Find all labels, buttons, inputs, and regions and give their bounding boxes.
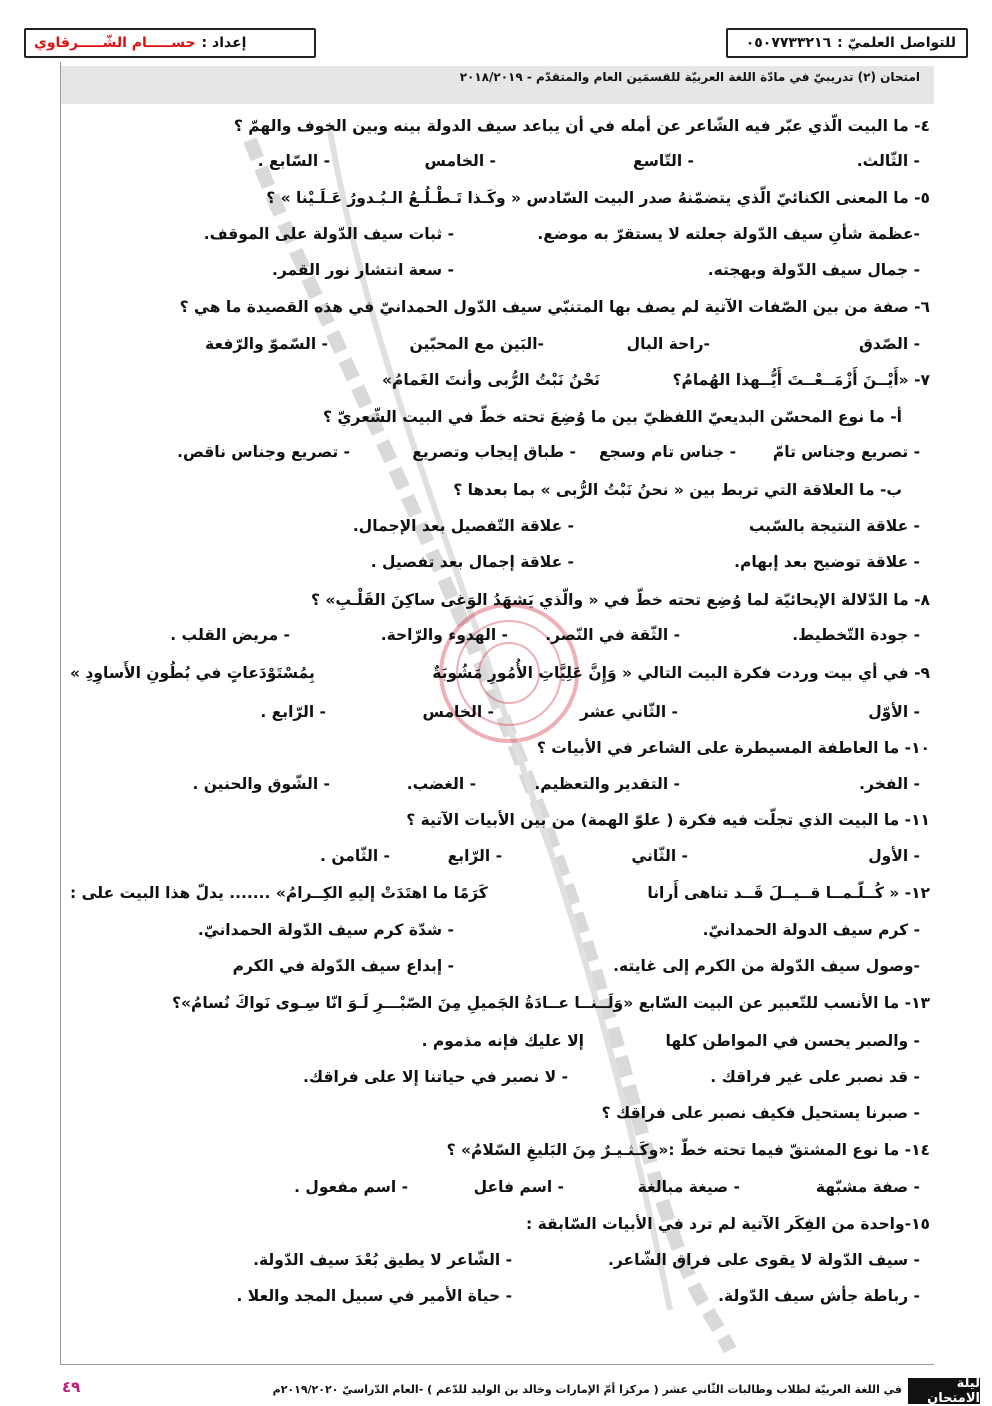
question-13-options-row3	[62, 1104, 930, 1124]
question-4-options	[62, 152, 930, 172]
q4-option-3[interactable]: - الخامس	[424, 152, 496, 170]
q4-option-2[interactable]: - التّاسع	[633, 152, 694, 170]
q15-option-2[interactable]: - الشّاعر لا يطيق بُعْدَ سيف الدّولة.	[253, 1251, 512, 1269]
q7-number: ٧-	[914, 371, 930, 389]
q13-option-2[interactable]: - قد نصبر على غير فراقك .	[710, 1068, 920, 1086]
question-14-options	[62, 1178, 930, 1198]
question-11-options	[62, 847, 930, 867]
q7b-option-2[interactable]: - علاقة التّفصيل بعد الإجمال.	[352, 517, 574, 535]
q5-option-1[interactable]: -عظمة شأنِ سيف الدّولة جعلته لا يستقرّ به موضع.	[537, 225, 920, 243]
author-name: حســـــام الشّـــــرقاوي	[34, 35, 196, 51]
question-12-options-row1	[62, 921, 930, 941]
q5-option-3[interactable]: - جمال سيف الدّولة وبهجته.	[707, 261, 920, 279]
q6-option-4[interactable]: - السّموّ والرّفعة	[205, 335, 328, 353]
q7b-option-3[interactable]: - علاقة توضيح بعد إبهام.	[734, 553, 920, 571]
question-8: ٨- ما الدّلالة الإيحائيّة لما وُضِع تحته خطّ في « والّذي يَشهَدُ الوَغى ساكِنَ القَلْـبِ» ؟	[310, 591, 930, 609]
question-11: ١١- ما البيت الذي تجلّت فيه فكرة ( علوّ الهمة) من بين الأبيات الآتية ؟	[406, 811, 930, 829]
q12-option-2[interactable]: - شدّة كرم سيف الدّولة الحمدانيّ.	[197, 921, 454, 939]
q15-option-1[interactable]: - سيف الدّولة لا يقوى على فراق الشّاعر.	[607, 1251, 920, 1269]
question-9	[62, 663, 930, 683]
footer-text: في اللغة العربيّة لطلاب وطالبات الثّاني عشر ( مركزا أمّ الإمارات وخالد بن الوليد للدّعم ) -العام الدّراسيّ ٢٠١٩/٢٠٢٠م	[272, 1383, 902, 1396]
question-15-options-row1	[62, 1251, 930, 1271]
q9-option-3[interactable]: - الخامس	[422, 703, 494, 721]
question-7-verse	[62, 370, 930, 390]
question-7b-options-row1	[62, 517, 930, 537]
q11-option-4[interactable]: - الثّامن .	[320, 847, 390, 865]
q5-option-2[interactable]: - ثبات سيف الدّولة على الموقف.	[203, 225, 454, 243]
q11-option-1[interactable]: - الأول	[868, 847, 920, 865]
q4-option-4[interactable]: - السّابع .	[257, 152, 330, 170]
q15-option-4[interactable]: - حياة الأمير في سبيل المجد والعلا .	[236, 1287, 512, 1305]
q13-option-1b: إلا عليك فإنه مذموم .	[421, 1032, 584, 1050]
question-13-options-row1	[62, 1032, 930, 1052]
question-6: ٦- صفة من بين الصّفات الآتية لم يصف بها المتنبّي سيف الدّول الحمدانيّ في هذه القصيدة ما هي ؟	[179, 298, 930, 316]
q7a-option-1[interactable]: - تصريع وجناس تامّ	[772, 443, 920, 461]
left-margin-rule	[60, 62, 61, 1364]
q7-verse-second: نَحْنُ نَبْتُ الرُّبى وأنتَ الغَمامُ»	[382, 371, 600, 389]
q5-option-4[interactable]: - سعة انتشار نور القمر.	[271, 261, 454, 279]
q9-option-2[interactable]: - الثّاني عشر	[579, 703, 678, 721]
q12-option-3[interactable]: -وصول سيف الدّولة من الكرم إلى غايته.	[613, 957, 920, 975]
q8-option-2[interactable]: - الثّقة في النّصر.	[545, 626, 680, 644]
q7a-option-2[interactable]: - جناس تام وسجع	[599, 443, 736, 461]
q4-option-1[interactable]: - الثّالث.	[856, 152, 920, 170]
prepared-label: إعداد :	[201, 35, 247, 51]
question-4: ٤- ما البيت الّذي عبّر فيه الشّاعر عن أمله في أن يباعد سيف الدولة بينه وبين الخوف والهمّ ؟	[233, 117, 930, 135]
question-9-options	[62, 703, 930, 723]
q11-option-2[interactable]: - الثّاني	[631, 847, 688, 865]
footer-logo: ليلة الامتحان	[908, 1378, 980, 1404]
q13-option-1[interactable]: - والصبر يحسن في المواطن كلها	[665, 1032, 920, 1050]
contact-box	[726, 28, 968, 58]
q8-option-1[interactable]: - جودة التّخطيط.	[792, 626, 920, 644]
question-6-options	[62, 335, 930, 355]
question-7a: أ- ما نوع المحسّن البديعيّ اللفظيّ بين ما وُضِعَ تحته خطّ في البيت الشّعريّ ؟	[322, 408, 902, 426]
q11-option-3[interactable]: - الرّابع	[447, 847, 502, 865]
q7a-option-3[interactable]: - طباق إيجاب وتصريع	[412, 443, 576, 461]
q12-option-4[interactable]: - إبداع سيف الدّولة في الكرم	[232, 957, 454, 975]
question-12	[62, 883, 930, 903]
question-12-options-row2	[62, 957, 930, 977]
q8-option-4[interactable]: - مريض القلب .	[170, 626, 290, 644]
question-7b-options-row2	[62, 553, 930, 573]
q7-verse-first: «أَيْــنَ أَزْمَــعْــتَ أَيُّــهذا الهُمامُ؟	[672, 371, 909, 389]
page-number: ٤٩	[62, 1378, 81, 1396]
q10-option-1[interactable]: - الفخر.	[859, 775, 920, 793]
q14-option-3[interactable]: - اسم فاعل	[473, 1178, 564, 1196]
contact-label: للتواصل العلميّ :	[837, 35, 956, 51]
question-13-options-row2	[62, 1068, 930, 1088]
question-15: ١٥-واحدة من الفِكَر الآتية لم ترد في الأبيات السّابقة :	[526, 1215, 930, 1233]
contact-number: ٠٥٠٧٧٣٣٢١٦	[745, 35, 832, 51]
author-box	[24, 28, 316, 58]
q8-option-3[interactable]: - الهدوء والرّاحة.	[380, 626, 508, 644]
q14-option-2[interactable]: - صيغة مبالغة	[637, 1178, 740, 1196]
question-10-options	[62, 775, 930, 795]
q10-option-2[interactable]: - التقدير والتعظيم.	[534, 775, 680, 793]
q14-option-4[interactable]: - اسم مفعول .	[294, 1178, 408, 1196]
q7b-option-4[interactable]: - علاقة إجمال بعد تفصيل .	[370, 553, 574, 571]
q13-option-4[interactable]: - صبرنا يستحيل فكيف نصبر على فراقك ؟	[601, 1104, 920, 1122]
question-7a-options	[62, 443, 930, 463]
question-10: ١٠- ما العاطفة المسيطرة على الشاعر في الأبيات ؟	[536, 739, 930, 757]
q10-option-3[interactable]: - الغضب.	[406, 775, 476, 793]
q6-option-2[interactable]: -راحة البال	[626, 335, 710, 353]
q15-option-3[interactable]: - رباطة جأش سيف الدّولة.	[718, 1287, 920, 1305]
q7a-option-4[interactable]: - تصريع وجناس ناقص.	[177, 443, 350, 461]
q6-option-3[interactable]: -البَين مع المحبّين	[409, 335, 544, 353]
q12-text: ١٢- « كُــلّـمــا قــيــلَ قَــد تناهى أَرانا	[647, 884, 930, 902]
question-8-options	[62, 626, 930, 646]
footer-rule	[60, 1364, 934, 1365]
q6-option-1[interactable]: - الصّدق	[858, 335, 920, 353]
exam-title: امتحان (٢) تدريبيّ في مادّة اللغة العربيّة للقسمَين العام والمتقدّم - ٢٠١٨/٢٠١٩	[459, 70, 920, 84]
question-15-options-row2	[62, 1287, 930, 1307]
q12-verse-second: كَرَمًا ما اهتَدَتْ إليهِ الكِــرامُ» ....... يدلّ هذا البيت على :	[70, 884, 488, 902]
question-5-options-row1	[62, 225, 930, 245]
exam-title-banner	[60, 66, 934, 104]
question-7b: ب- ما العلاقة التي تربط بين « نحنُ نَبْتُ الرُّبى » بما بعدها ؟	[453, 481, 902, 499]
q9-option-1[interactable]: - الأوّل	[868, 703, 920, 721]
q9-option-4[interactable]: - الرّابع .	[260, 703, 326, 721]
question-5: ٥- ما المعنى الكنائيّ الّذي يتضمّنهُ صدر البيت السّادس « وكَـذا تَـطْـلُـعُ الـبُـدورُ عَـلَـيْنا » ؟	[266, 189, 930, 207]
q14-option-1[interactable]: - صفة مشبّهة	[815, 1178, 920, 1196]
q9-text: ٩- في أي بيت وردت فكرة البيت التالي « وَإِنَّ عَلِيَّاتِ الأُمُورِ مَشُوبَةٌ	[432, 664, 930, 682]
q7b-option-1[interactable]: - علاقة النتيجة بالسّبب	[748, 517, 920, 535]
question-14: ١٤- ما نوع المشتقّ فيما تحته خطّ :«وكَـثـيـرٌ مِنَ البَليغِ السّلامُ» ؟	[446, 1141, 930, 1159]
q10-option-4[interactable]: - الشّوق والحنين .	[192, 775, 330, 793]
question-13: ١٣- ما الأنسب للتّعبير عن البيت السّابع «وَلَــنــا عــادَةُ الجَميلِ مِنَ الصّبْـــرِ لَـوَ انّا سِـوى نَواكَ نُسامُ»؟	[171, 994, 930, 1012]
question-5-options-row2	[62, 261, 930, 281]
q13-option-3[interactable]: - لا نصبر في حياتنا إلا على فراقك.	[303, 1068, 568, 1086]
q9-verse-second: بِمُسْتَوْدَعاتٍ في بُطُونِ الأَساوِدِ »	[70, 664, 315, 682]
q12-option-1[interactable]: - كرم سيف الدولة الحمدانيّ.	[702, 921, 920, 939]
